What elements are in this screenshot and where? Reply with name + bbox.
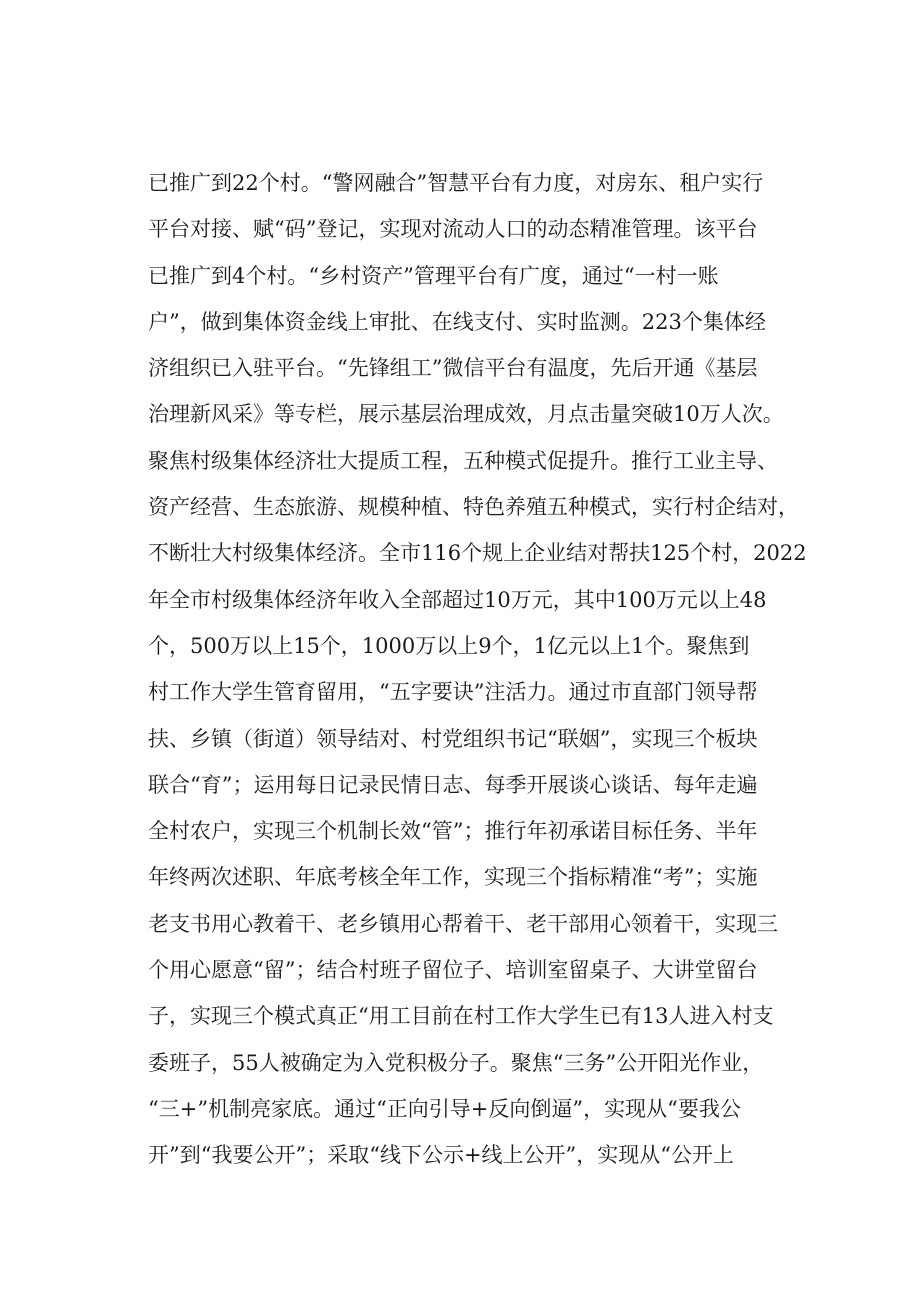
- text-line: 治理新风采》等专栏，展示基层治理成效，月点击量突破10万人次。: [148, 402, 784, 427]
- text-line: “三+”机制亮家底。通过“正向引导+反向倒逼”，实现从“要我公: [148, 1096, 741, 1121]
- text-line: 老支书用心教着干、老乡镇用心帮着干、老干部用心领着干，实现三: [148, 911, 778, 936]
- text-line: 开”到“我要公开”；采取“线下公示+线上公开”，实现从“公开上: [148, 1143, 735, 1168]
- text-line: 聚焦村级集体经济壮大提质工程，五种模式促提升。推行工业主导、: [148, 448, 778, 473]
- text-line: 个，500万以上15个，1000万以上9个，1亿元以上1个。聚焦到: [148, 633, 750, 658]
- text-line: 济组织已入驻平台。“先锋组工”微信平台有温度，先后开通《基层: [148, 356, 758, 381]
- text-line: 村工作大学生管育留用，“五字要诀”注活力。通过市直部门领导帮: [148, 680, 758, 705]
- text-line: 资产经营、生态旅游、规模种植、特色养殖五种模式，实行村企结对，: [148, 495, 799, 520]
- text-line: 已推广到4个村。“乡村资产”管理平台有广度，通过“一村一账: [148, 263, 719, 288]
- body-text: [148, 160, 828, 1179]
- text-line: 不断壮大村级集体经济。全市116个规上企业结对帮扶125个村，2022: [148, 541, 807, 566]
- text-line: 扶、乡镇（街道）领导结对、村党组织书记“联姻”，实现三个板块: [148, 726, 758, 751]
- text-line: 委班子，55人被确定为入党积极分子。聚焦“三务”公开阳光作业，: [148, 1050, 764, 1075]
- text-line: 全村农户，实现三个机制长效“管”；推行年初承诺目标任务、半年: [148, 819, 758, 844]
- text-line: 已推广到22个村。“警网融合”智慧平台有力度，对房东、租户实行: [148, 171, 764, 195]
- text-line: 个用心愿意“留”；结合村班子留位子、培训室留桌子、大讲堂留台: [148, 958, 758, 983]
- text-line: 联合“育”；运用每日记录民情日志、每季开展谈心谈话、每年走遍: [148, 772, 758, 797]
- text-line: 年全市村级集体经济年收入全部超过10万元，其中100万元以上48: [148, 587, 767, 612]
- text-line: 户”，做到集体资金线上审批、在线支付、实时监测。223个集体经: [148, 309, 766, 334]
- text-line: 平台对接、赋“码”登记，实现对流动人口的动态精准管理。该平台: [148, 217, 758, 242]
- text-line: 子，实现三个模式真正“用工目前在村工作大学生已有13人进入村支: [148, 1004, 774, 1029]
- text-line: 年终两次述职、年底考核全年工作，实现三个指标精准“考”；实施: [148, 865, 758, 890]
